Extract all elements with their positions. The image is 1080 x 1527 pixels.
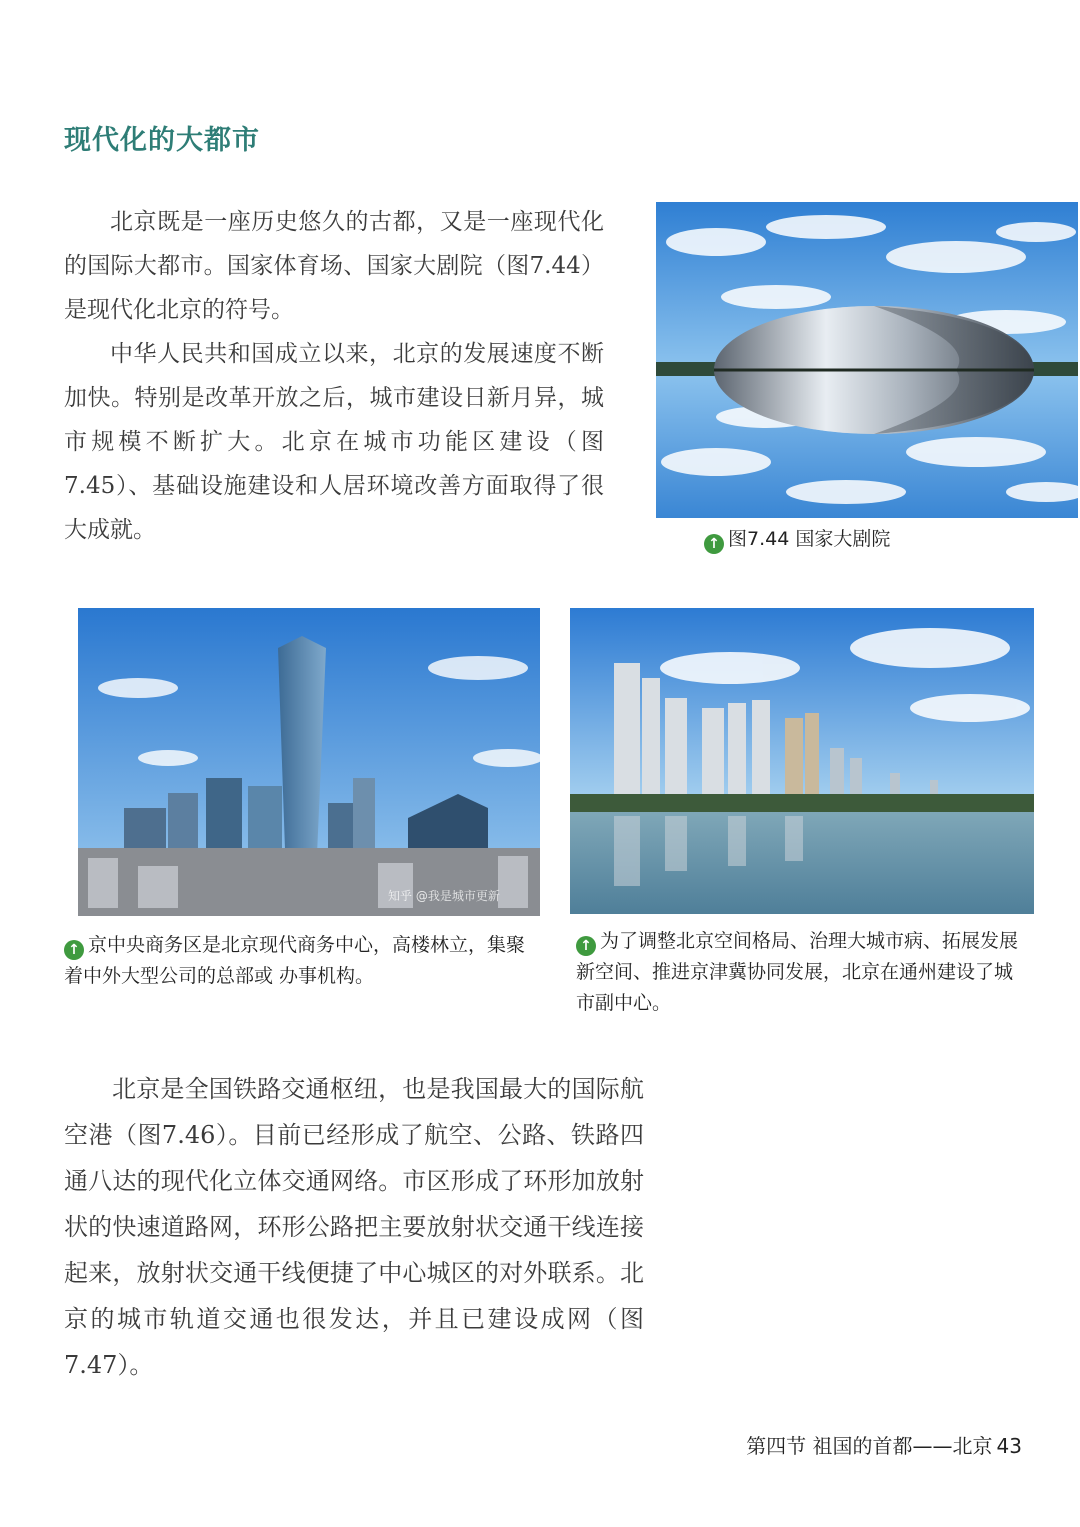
paragraph: 北京是全国铁路交通枢纽，也是我国最大的国际航空港（图7.46）。目前已经形成了航空、公路、铁路四通八达的现代化立体交通网络。市区形成了环形加放射状的快速道路网，环形公路把主要放射状交通干线连接起来，放射状交通干线便捷了中心城区的对外联系。北京的城市轨道交通也很发达，并且已建设成网（图7.47）。 [64, 1075, 644, 1379]
caption-text: 为了调整北京空间格局、治理大城市病、拓展发展新空间、推进京津冀协同发展，北京在通州建设了城市副中心。 [576, 930, 1019, 1014]
body-text-bottom [64, 1066, 644, 1388]
caption-figure-7-44 [704, 524, 890, 555]
page-footer [746, 1430, 1022, 1459]
paragraph: 中华人民共和国成立以来，北京的发展速度不断加快。特别是改革开放之后，城市建设日新月异，城市规模不断扩大。北京在城市功能区建设（图7.45）、基础设施建设和人居环境改善方面取得了很大成就。 [64, 341, 604, 543]
caption-tongzhou [576, 926, 1026, 1019]
photo-watermark: 知乎 @我是城市更新 [388, 889, 500, 903]
body-text-top [64, 200, 604, 552]
arrow-up-circle-icon: ↑ [64, 940, 84, 960]
caption-text: 京中央商务区是北京现代商务中心，高楼林立，集聚着中外大型公司的总部或 办事机构。 [64, 934, 526, 987]
photo-tongzhou-sub-center [570, 608, 1034, 914]
caption-cbd [64, 930, 534, 992]
footer-section-label: 第四节 祖国的首都——北京 [746, 1434, 993, 1458]
page-number: 43 [996, 1434, 1022, 1458]
arrow-up-circle-icon: ↑ [576, 936, 596, 956]
photo-beijing-cbd [78, 608, 540, 916]
caption-text: 图7.44 国家大剧院 [728, 528, 891, 550]
paragraph: 北京既是一座历史悠久的古都，又是一座现代化的国际大都市。国家体育场、国家大剧院（图7.44）是现代化北京的符号。 [64, 209, 604, 323]
section-title: 现代化的大都市 [64, 125, 260, 156]
arrow-up-circle-icon: ↑ [704, 534, 724, 554]
photo-national-grand-theatre [656, 202, 1078, 518]
